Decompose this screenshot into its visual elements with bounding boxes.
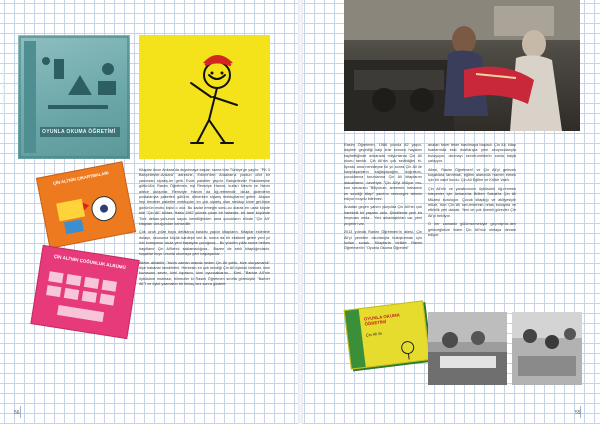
- cin-ali-illustration-yellow: [139, 35, 270, 159]
- page-number-left: 56: [14, 410, 20, 416]
- book4-subtitle: Çin Ali ile: [365, 330, 383, 338]
- book-oyunla-okuma-new: [344, 300, 431, 369]
- paragraph: Çin Ali'nin ve yaratıcısının öyküsünü öğ-renmek isteyenler için Ankara'da Bülten Sokak'ta Çin Ali Müzesi kuruluyor. Çocuk kitaplığı ve atölyesiyle müze, tüm Çin Ali sev-enlerinin ortak buluşma ve etkinlik yeri olacak. Yeni ve çok önemli görevler Çin Ali'yi bekliyor.: [428, 186, 516, 218]
- page-number-right: 55: [575, 410, 581, 416]
- right-text-column-2: [428, 143, 516, 242]
- photo-printing-press: [344, 0, 580, 131]
- book-cover-title: OYUNLA OKUMA ÖĞRETİMİ: [42, 129, 116, 135]
- paragraph: 2013 yılında Rasim Öğretmen'in ailesi, Çin Ali'yi yeniden okurlarıyla buluşturmak için kolları sıvadı. Kitaplarla birlikte Rasim Öğretmen'in "Oyunla Okuma Öğretimi": [344, 230, 422, 251]
- left-text-column: [139, 168, 270, 291]
- paragraph: Ailesi, Rasim Öğretmen'i ve Çin Ali'yi gelecek kuşaklara tanıtmak, eğitim alanında hizmet etmek için bir vakıf kurdu: Çin Ali Eğitim ve Kültür Vakfı.: [428, 167, 516, 183]
- book2-title: ÇİN ALİ'NİN ÇIKARTMALARI: [52, 170, 109, 186]
- right-text-column-1: [344, 143, 422, 255]
- cin-ali-drawing: [139, 35, 270, 159]
- book-cover-art: [18, 35, 130, 159]
- book-cin-ali-album: [30, 245, 139, 339]
- photo-bw-scene-2: [512, 312, 582, 385]
- book3-title: ÇİN ALİ'NİN ÇOĞUNLUK ALBÜMÜ: [53, 253, 127, 271]
- paragraph: anaları teker teker basılmaya başladı. Çin Ali, kitap fuarlarında eski dostlarıyla yeni okuyucularıyla buluşuyor, okumayı sevdir-meklerin canla başla çalışıyor.: [428, 143, 516, 164]
- book-gutter: [298, 0, 303, 424]
- paragraph: Rasim Öğretmen, 1986 yılında 82 yaşın-dayken geçirdiği kalp krizi sonucu hayatını kaybettiğinde ankarada milyonlarca Çin Ali okuru tanıktı. Çin Ali'nin çok sevildiğini bi-liyordu ama neredeyse iki yıl sonra Çin Ali ile karşılaşanların sağlayacağını, doğrasını, çocuklarına torunlarına Çin Ali kitaplarını alacaklarını, özveriyle "Çin Ali'yi bilüyor mu-sun sorusunu "Biliyorum, annemin- babamın en sevdiği kitap" yanıtını verecegini tahmin ediyor muydu bilinmez.: [344, 143, 422, 202]
- photo-bw-scene-1: [428, 312, 507, 385]
- photo-scene: [344, 0, 580, 131]
- paragraph: O her zamanki gülümsemesiyle geçmişmiz-den geleceğimize bizim Çin Ali'mız olmaya devam ediyor.: [428, 222, 516, 238]
- book-cin-ali-stickers: [36, 161, 136, 248]
- paragraph: Çok uzun yıllar boyu defalarca baskısı yapılır kitapların. Kitaplar eldenele dolaşır, okunurca küçük kardeşe veri-lir, sonra da bir eksikine geleri yeni yıl icin komşunun okula yeni başlayan çocuğuna... Bu yüzden yıllar sonra herkes hayıflanır Çin Ali'lerini saklamadığına... Bazen de artık kitaplığındadır, kuşaklar boyu onunla okumaya yeni başlayanlar...: [139, 230, 270, 257]
- photo-children-drawing: [428, 312, 507, 385]
- paragraph: Aileler atılabilir; "bizim zaman manda neden Çin Ali yoktu, bize okuyamadık" diye bakarlar kendilerini. Herkesin en çok sevdiği Çin Ali öyküsü farklıdır, kimi kuzusunu sever, kimi topasını, kimi oyuncaklarını... Kimi, "Barbar Ali"nin öyküsüne mutmazı; bilmezler ki Rasim Öğretmen sınıfta görmüştür "Barber Ali"'i ve öykü yazmaktır bir birkaç kez sonra gösterir.: [139, 260, 270, 287]
- page-tick: [20, 406, 21, 418]
- book-cover-spine: ÇOCUKLAR İÇİN OKUMA KİTABI: [2, 67, 7, 117]
- photo-classroom: [512, 312, 582, 385]
- book-cover-photo-blue: [2, 35, 130, 159]
- book4-title: OYUNLA OKUMA ÖĞRETİMİ: [363, 312, 400, 327]
- paragraph: Kitaplar önce Ankara'da duyulmaya başlar, sonra tüm Türkiye'ye yayılır. "PK 3 Bahçelievler-Ankara" adresine, Edirne'den Ardahan'a yurdun dört bir yanından sipariş-ler gelir. Evde paketler yapılır. Bahçelievler Postanesine götürülür. Rasim Öğretmen, eşi Remziye Hanım, kızları Nesrin ve Nevin ailece çalışırlar. Remziye Hanım da öğ-retmendir, okula gidenlerin postalarıyla paketleri götürür, dönerken sipariş mektuplarını getirir. Akşam hep beraber paketler mektuplar, en çok sipariş olan mektup kime gel-tiyse gününün mutlu kişisi o olur. Bu kadar emeğin sonu-cu olarak en uzak köyde bile "Çin Ali" biliner. Hatta 1987 yılında çıkan bir haberde, bir tane köyünde Türk dekan-yonunun sayısı kendiliğinden ama çocukların elinde "Çin Ali" kitapları olduğundan bahsedilir.: [139, 168, 270, 227]
- paragraph: Anadan geçen yanım yüzyılda Çin Ali'nin çok hareketli bir yaşamı oldu. Şimdilerde yeni bir heyecanı onda... Yeni arkadaşlıkları var, yeni projeleri var.: [344, 205, 422, 226]
